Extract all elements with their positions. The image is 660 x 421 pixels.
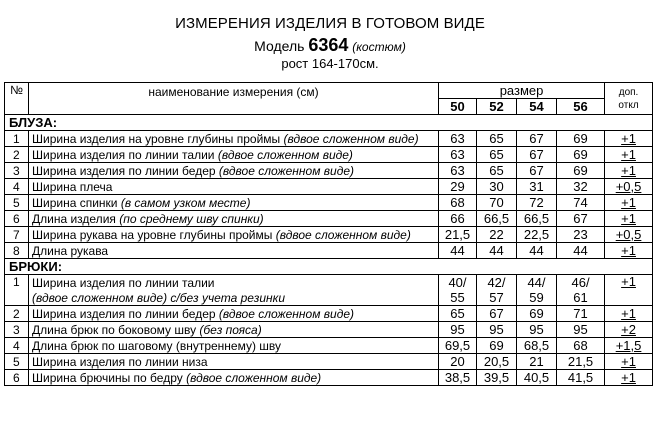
model-line <box>0 35 660 56</box>
value-cell: 95 <box>439 322 477 338</box>
tolerance-cell <box>605 211 653 227</box>
size-cell: 50 <box>439 99 477 115</box>
row-number: 7 <box>5 227 29 243</box>
measurement-name <box>29 354 439 370</box>
value-cell: 74 <box>557 195 605 211</box>
tolerance-cell <box>605 275 653 306</box>
section-row <box>5 115 653 131</box>
header-tolerance-bottom: откл <box>618 99 639 111</box>
row-number: 2 <box>5 147 29 163</box>
value-cell: 20 <box>439 354 477 370</box>
measurement-name <box>29 179 439 195</box>
measurement-note: (по среднему шву спинки) <box>119 211 264 226</box>
value-cell: 69 <box>557 131 605 147</box>
tolerance-value: +1 <box>621 305 636 321</box>
measurement-note: (вдвое сложенном виде) <box>217 147 353 162</box>
value-cell: 42/ <box>477 275 517 291</box>
value-cell: 44 <box>557 243 605 259</box>
measurement-label: Ширина изделия по линии талии <box>29 275 439 291</box>
measurement-name <box>29 243 439 259</box>
header-size: размер <box>439 83 605 99</box>
measurement-note: (вдвое сложенном виде) <box>283 131 419 146</box>
value-cell: 44/ <box>517 275 557 291</box>
measurement-label: Ширина рукава на уровне глубины проймы <box>32 227 276 242</box>
value-cell: 40/ <box>439 275 477 291</box>
value-cell: 65 <box>477 163 517 179</box>
tolerance-value: +1,5 <box>615 337 642 353</box>
measurement-note: (вдвое сложенном виде) <box>186 370 322 385</box>
section-title: БЛУЗА: <box>5 115 653 131</box>
value-cell: 44 <box>477 243 517 259</box>
height-line: рост 164-170см. <box>281 56 379 71</box>
measurement-row <box>5 211 653 227</box>
value-cell: 67 <box>477 306 517 322</box>
row-number: 5 <box>5 354 29 370</box>
value-cell: 68 <box>439 195 477 211</box>
value-cell: 65 <box>439 306 477 322</box>
measurement-label: Ширина изделия по линии бедер <box>32 163 219 178</box>
value-cell: 65 <box>477 147 517 163</box>
tolerance-value: +1 <box>621 162 636 178</box>
tolerance-value: +1 <box>621 353 636 369</box>
tolerance-cell <box>605 147 653 163</box>
measurement-note: (вдвое сложенном виде) <box>218 306 354 321</box>
tolerance-value: +1 <box>621 242 636 258</box>
value-cell: 72 <box>517 195 557 211</box>
measurement-name <box>29 131 439 147</box>
measurement-label: Ширина брючины по бедру <box>32 370 187 385</box>
value-cell: 21 <box>517 354 557 370</box>
value-cell: 68 <box>557 338 605 354</box>
tolerance-cell <box>605 179 653 195</box>
tolerance-cell <box>605 306 653 322</box>
value-cell: 38,5 <box>439 370 477 386</box>
measurement-name <box>29 195 439 211</box>
value-cell: 69,5 <box>439 338 477 354</box>
measurement-name <box>29 147 439 163</box>
measurement-name <box>29 338 439 354</box>
tolerance-cell <box>605 243 653 259</box>
measurement-name <box>29 163 439 179</box>
value-cell: 39,5 <box>477 370 517 386</box>
value-cell: 44 <box>517 243 557 259</box>
tolerance-value: +0,5 <box>615 226 642 242</box>
tolerance-cell <box>605 354 653 370</box>
document-title: ИЗМЕРЕНИЯ ИЗДЕЛИЯ В ГОТОВОМ ВИДЕ <box>175 15 485 32</box>
value-cell: 46/ <box>557 275 605 291</box>
value-cell: 69 <box>557 163 605 179</box>
value-cell: 55 <box>439 290 477 306</box>
measurement-row <box>5 227 653 243</box>
row-number: 3 <box>5 322 29 338</box>
tolerance-cell <box>605 227 653 243</box>
tolerance-value: +0,5 <box>615 178 642 194</box>
measurement-row <box>5 354 653 370</box>
tolerance-value: +1 <box>621 130 636 146</box>
value-cell: 22 <box>477 227 517 243</box>
value-cell: 67 <box>557 211 605 227</box>
measurement-note: (вдвое сложенном виде) <box>275 227 411 242</box>
value-cell: 68,5 <box>517 338 557 354</box>
measurement-row <box>5 163 653 179</box>
value-cell: 69 <box>517 306 557 322</box>
measurement-note: (вдвое сложенном виде) с/без учета резинки <box>29 290 439 306</box>
tolerance-value: +1 <box>621 274 636 289</box>
value-cell: 41,5 <box>557 370 605 386</box>
value-cell: 69 <box>477 338 517 354</box>
value-cell: 63 <box>439 163 477 179</box>
tolerance-cell <box>605 163 653 179</box>
row-number: 1 <box>5 275 29 306</box>
measurement-name <box>29 306 439 322</box>
measurement-note: (без пояса) <box>199 322 262 337</box>
value-cell: 22,5 <box>517 227 557 243</box>
tolerance-value: +1 <box>621 194 636 210</box>
value-cell: 71 <box>557 306 605 322</box>
value-cell: 70 <box>477 195 517 211</box>
measurement-label: Длина изделия <box>32 211 120 226</box>
value-cell: 67 <box>517 147 557 163</box>
header-tolerance-top: доп. <box>618 86 639 98</box>
value-cell: 66,5 <box>517 211 557 227</box>
measurement-row <box>5 338 653 354</box>
measurement-row <box>5 306 653 322</box>
measurement-label: Длина рукава <box>32 243 109 258</box>
value-cell: 95 <box>477 322 517 338</box>
tolerance-value: +1 <box>621 369 636 385</box>
measurement-label: Ширина изделия на уровне глубины проймы <box>32 131 284 146</box>
value-cell: 69 <box>557 147 605 163</box>
header-name: наименование измерения (см) <box>29 83 439 115</box>
measurement-note: (в самом узком месте) <box>120 195 251 210</box>
measurement-row <box>5 370 653 386</box>
tolerance-cell <box>605 370 653 386</box>
value-cell: 44 <box>439 243 477 259</box>
measurement-row <box>5 179 653 195</box>
model-note: (костюм) <box>352 40 406 54</box>
value-cell: 23 <box>557 227 605 243</box>
value-cell: 59 <box>517 290 557 306</box>
tolerance-cell <box>605 338 653 354</box>
measurement-row-continued <box>5 290 653 306</box>
header-tolerance <box>605 83 653 115</box>
header-no: № <box>5 83 29 115</box>
model-number: 6364 <box>308 35 349 55</box>
measurement-label: Ширина спинки <box>32 195 121 210</box>
value-cell: 95 <box>517 322 557 338</box>
measurement-name <box>29 370 439 386</box>
measurement-row <box>5 322 653 338</box>
value-cell: 65 <box>477 131 517 147</box>
row-number: 4 <box>5 179 29 195</box>
row-number: 1 <box>5 131 29 147</box>
value-cell: 31 <box>517 179 557 195</box>
measurement-label: Ширина изделия по линии талии <box>32 147 218 162</box>
value-cell: 61 <box>557 290 605 306</box>
row-number: 5 <box>5 195 29 211</box>
measurement-label: Ширина изделия по линии бедер <box>32 306 219 321</box>
tolerance-value: +1 <box>621 146 636 162</box>
measurement-name <box>29 322 439 338</box>
measurement-label: Ширина изделия по линии низа <box>32 354 208 369</box>
value-cell: 20,5 <box>477 354 517 370</box>
value-cell: 67 <box>517 131 557 147</box>
tolerance-value: +1 <box>621 210 636 226</box>
measurement-row <box>5 147 653 163</box>
measurements-table <box>4 82 653 386</box>
size-cell: 54 <box>517 99 557 115</box>
value-cell: 63 <box>439 131 477 147</box>
measurement-name <box>29 227 439 243</box>
row-number: 6 <box>5 370 29 386</box>
model-label: Модель <box>254 38 305 54</box>
value-cell: 67 <box>517 163 557 179</box>
tolerance-cell <box>605 322 653 338</box>
value-cell: 30 <box>477 179 517 195</box>
row-number: 4 <box>5 338 29 354</box>
section-title: БРЮКИ: <box>5 259 653 275</box>
measurement-label: Ширина плеча <box>32 179 113 194</box>
size-cell: 56 <box>557 99 605 115</box>
value-cell: 66,5 <box>477 211 517 227</box>
row-number: 8 <box>5 243 29 259</box>
row-number: 6 <box>5 211 29 227</box>
row-number: 3 <box>5 163 29 179</box>
measurement-row <box>5 275 653 291</box>
measurement-note: (вдвое сложенном виде) <box>218 163 354 178</box>
value-cell: 21,5 <box>439 227 477 243</box>
value-cell: 32 <box>557 179 605 195</box>
measurement-row <box>5 195 653 211</box>
row-number: 2 <box>5 306 29 322</box>
tolerance-value: +2 <box>621 321 636 337</box>
value-cell: 57 <box>477 290 517 306</box>
size-cell: 52 <box>477 99 517 115</box>
value-cell: 29 <box>439 179 477 195</box>
measurement-row <box>5 131 653 147</box>
header-row <box>5 83 653 99</box>
tolerance-cell <box>605 195 653 211</box>
measurement-row <box>5 243 653 259</box>
value-cell: 63 <box>439 147 477 163</box>
value-cell: 95 <box>557 322 605 338</box>
value-cell: 40,5 <box>517 370 557 386</box>
measurement-label: Длина брюк по шаговому (внутреннему) шву <box>32 338 282 353</box>
measurement-label: Длина брюк по боковому шву <box>32 322 200 337</box>
tolerance-cell <box>605 131 653 147</box>
section-row <box>5 259 653 275</box>
measurement-name <box>29 211 439 227</box>
value-cell: 66 <box>439 211 477 227</box>
value-cell: 21,5 <box>557 354 605 370</box>
